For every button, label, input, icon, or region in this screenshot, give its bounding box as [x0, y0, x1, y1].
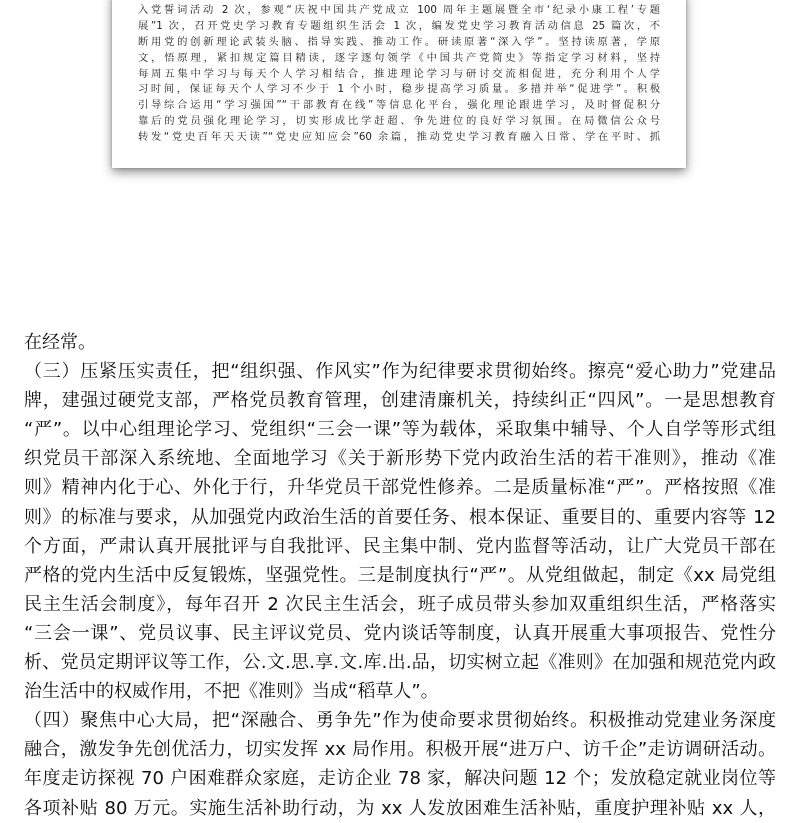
section-three-heading-line: （三）压紧压实责任，把“组织强、作风实”作为纪律要求贯彻始终。擦亮“爱心助力”党建品 — [24, 361, 776, 383]
body-text-line: 各项补贴 80 万元。实施生活补助行动，为 xx 人发放困难生活补贴，重度护理补贴 xx 人， — [24, 797, 776, 819]
embedded-text-line: 引导综合运用“学习强国”“干部教育在线”等信息化平台，强化理论跟进学习，及时督促积分 — [138, 99, 660, 112]
embedded-text-line: 转发“党史百年天天读”“党史应知应会”60 余篇，推动党史学习教育融入日常、学在平时、抓 — [138, 131, 660, 144]
body-text-line: 析、党员定期评议等工作，公.文.思.享.文.库.出.品，切实树立起《准则》在加强和规范党内政 — [24, 652, 776, 674]
embedded-text-line: 入党誓词活动 2 次，参观“庆祝中国共产党成立 100 周年主题展暨全市‘纪录小康工程’专题 — [138, 3, 660, 16]
body-text-line: 严格的党内生活中反复锻炼，坚强党性。三是制度执行“严”。从党组做起，制定《xx 局党组 — [24, 564, 776, 586]
body-text-line: “严”。以中心组理论学习、党组织“三会一课”等为载体，采取集中辅导、个人自学等形式组 — [24, 419, 776, 441]
embedded-text-line: 文，悟原理，紧扣规定篇目精读，逐字逐句领学《中国共产党简史》等指定学习材料，坚持 — [138, 51, 660, 64]
body-text-line: 个方面，严肃认真开展批评与自我批评、民主集中制、党内监督等活动，让广大党员干部在 — [24, 535, 776, 557]
body-text-line: “三会一课”、党员议事、民主评议党员、党内谈话等制度，认真开展重大事项报告、党性分 — [24, 622, 776, 644]
section-four-heading-line: （四）聚焦中心大局，把“深融合、勇争先”作为使命要求贯彻始终。积极推动党建业务深度 — [24, 710, 776, 732]
embedded-text-line: 每周五集中学习与每天个人学习相结合，推进理论学习与研讨交流相促进，充分利用个人学 — [138, 67, 660, 80]
body-text-line: 牌，建强过硬党支部，严格党员教育管理，创建清廉机关，持续纠正“四风”。一是思想教育 — [24, 390, 776, 412]
body-text-line: 织党员干部深入系统地、全面地学习《关于新形势下党内政治生活的若干准则》，推动《准 — [24, 448, 776, 470]
body-text-line: 则》的标准与要求，从加强党内政治生活的首要任务、根本保证、重要目的、重要内容等 12 — [24, 506, 776, 528]
body-text-line: 在经常。 — [24, 332, 96, 353]
embedded-text-line: 靠后的党员强化理论学习，切实形成比学赶超、争先进位的良好学习氛围。在局微信公众号 — [138, 115, 660, 128]
document-body — [24, 328, 776, 823]
body-text-line: 年度走访探视 70 户困难群众家庭，走访企业 78 家，解决问题 12 个；发放稳定就业岗位等 — [24, 768, 776, 790]
body-text-line: 治生活中的权威作用，不把《准则》当成“稻草人”。 — [24, 681, 439, 703]
body-text-line: 则》精神内化于心、外化于行，升华党员干部党性修养。二是质量标准“严”。严格按照《准 — [24, 477, 776, 499]
embedded-text-line: 断用党的创新理论武装头脑、指导实践、推动工作。研读原著“深入学”。坚持读原著，学原 — [138, 35, 660, 48]
embedded-document-image — [112, 0, 686, 168]
body-text-line: 民主生活会制度》，每年召开 2 次民主生活会，班子成员带头参加双重组织生活，严格落实 — [24, 593, 776, 615]
embedded-document-text — [138, 0, 660, 146]
body-text-line: 融合，激发争先创优活力，切实发挥 xx 局作用。积极开展“进万户、访千企”走访调研活动。 — [24, 739, 776, 761]
embedded-text-line: 展”1 次，召开党史学习教育专题组织生活会 1 次，编发党史学习教育活动信息 25 篇次，不 — [138, 19, 660, 32]
embedded-text-line: 习时间，保证每天个人学习不少于 1 个小时，稳步提高学习质量。多措并举“促进学”。积极 — [138, 83, 660, 96]
